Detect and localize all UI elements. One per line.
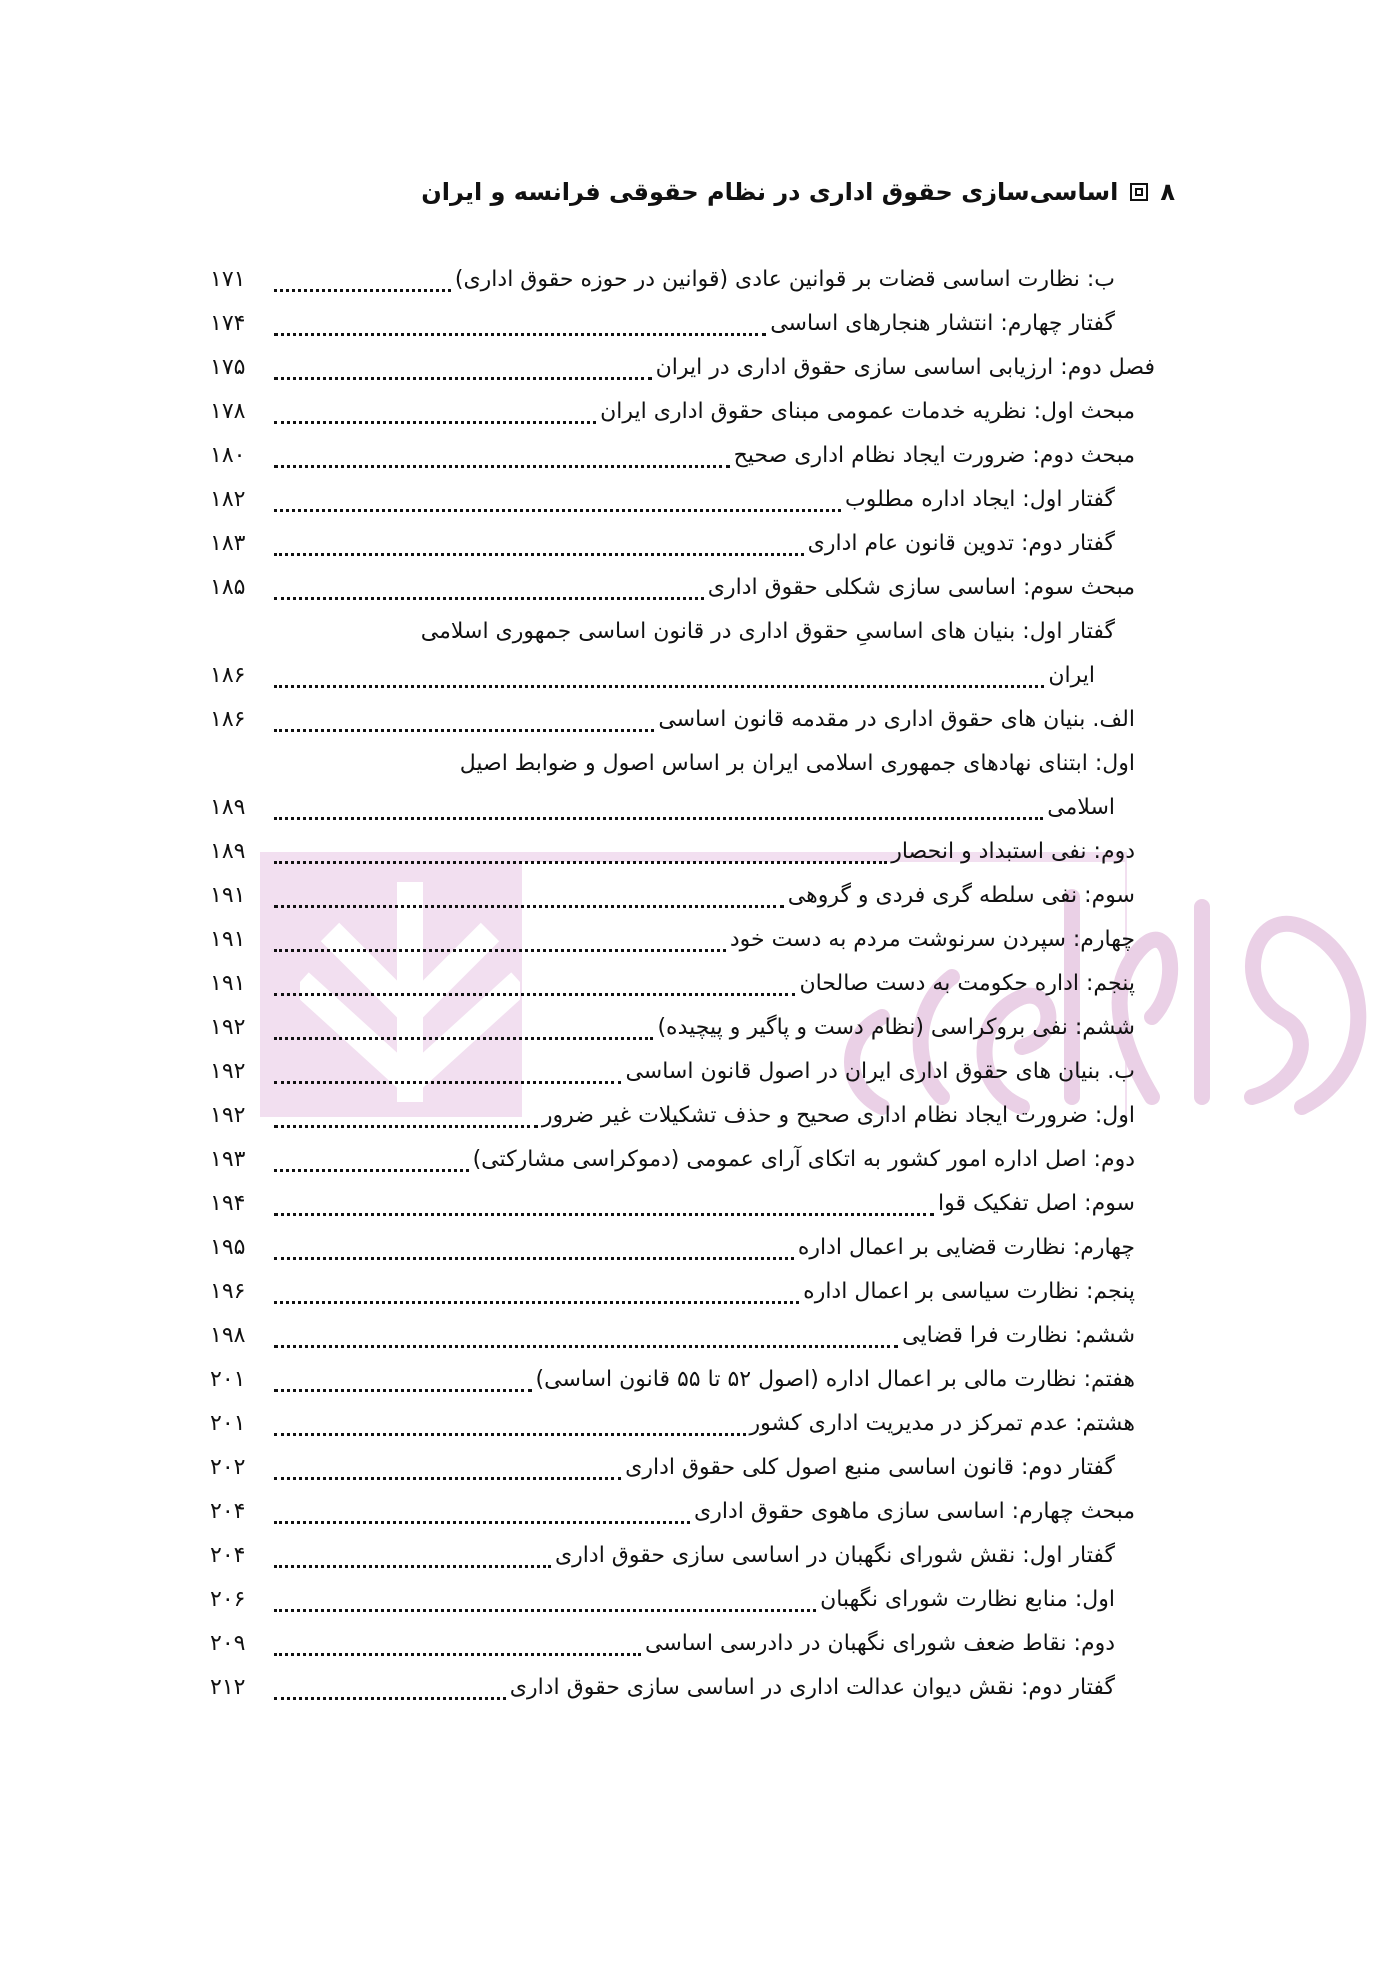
toc-page-number: ۱۸۵ — [210, 575, 246, 600]
toc-entry[interactable] — [210, 478, 1155, 522]
toc-entry[interactable] — [210, 302, 1155, 346]
toc-entry-title: اول: منابع نظارت شورای نگهبان — [820, 1587, 1115, 1612]
dot-leader — [274, 508, 841, 512]
toc-entry[interactable] — [210, 962, 1155, 1006]
toc-entry[interactable] — [210, 786, 1155, 830]
dot-leader — [274, 1520, 690, 1524]
toc-page-number: ۱۹۸ — [210, 1323, 246, 1348]
toc-page-number: ۱۹۲ — [210, 1059, 246, 1084]
toc-entry-title: سوم: نفی سلطه گری فردی و گروهی — [787, 883, 1135, 908]
dot-leader — [274, 904, 784, 908]
dot-leader — [274, 1388, 532, 1392]
toc-page-number: ۱۹۲ — [210, 1103, 246, 1128]
dot-leader — [274, 464, 730, 468]
toc-page-number: ۱۷۱ — [210, 267, 246, 292]
dot-leader — [274, 420, 596, 424]
dot-leader — [274, 1696, 506, 1700]
toc-entry-title: گفتار اول: ایجاد اداره مطلوب — [845, 487, 1115, 512]
dot-leader — [274, 1256, 794, 1260]
toc-page-number: ۱۹۱ — [210, 883, 246, 908]
toc-entry-title: ب: نظارت اساسی قضات بر قوانین عادی (قوانین در حوزه حقوق اداری) — [454, 267, 1115, 292]
dot-leader — [274, 332, 766, 336]
toc-page-number: ۲۰۶ — [210, 1587, 246, 1612]
toc-entry[interactable] — [210, 1270, 1155, 1314]
dot-leader — [274, 1080, 621, 1084]
toc-page-number: ۱۹۶ — [210, 1279, 246, 1304]
dot-leader — [274, 1168, 469, 1172]
toc-entry-title: مبحث اول: نظریه خدمات عمومی مبنای حقوق اداری ایران — [600, 399, 1135, 424]
toc-entry-title: مبحث سوم: اساسی سازی شکلی حقوق اداری — [707, 575, 1135, 600]
toc-entry-title: مبحث دوم: ضرورت ایجاد نظام اداری صحیح — [733, 443, 1135, 468]
toc-entry[interactable] — [210, 522, 1155, 566]
dot-leader — [274, 816, 1043, 820]
dot-leader — [274, 1344, 898, 1348]
book-title: اساسی‌سازی حقوق اداری در نظام حقوقی فرانسه و ایران — [421, 178, 1119, 206]
toc-entry[interactable] — [210, 346, 1155, 390]
toc-entry-title: الف. بنیان های حقوق اداری در مقدمه قانون اساسی — [658, 707, 1135, 732]
toc-page-number: ۱۸۶ — [210, 707, 246, 732]
toc-entry-title: فصل دوم: ارزیابی اساسی سازی حقوق اداری در ایران — [655, 355, 1155, 380]
toc-page-number: ۱۹۵ — [210, 1235, 246, 1260]
toc-page-number: ۱۸۲ — [210, 487, 246, 512]
dot-leader — [274, 1036, 653, 1040]
toc-entry-first-line[interactable] — [210, 610, 1155, 654]
toc-entry-first-line[interactable] — [210, 742, 1155, 786]
toc-page-number: ۱۸۰ — [210, 443, 246, 468]
toc-entry-title: دوم: نفی استبداد و انحصار — [891, 839, 1135, 864]
toc-page-number: ۲۰۴ — [210, 1499, 246, 1524]
toc-entry-title: گفتار اول: بنیان های اساسیِ حقوق اداری در قانون اساسی جمهوری اسلامی — [420, 619, 1115, 644]
dot-leader — [274, 1432, 746, 1436]
toc-page-number: ۲۰۱ — [210, 1411, 246, 1436]
toc-entry[interactable] — [210, 1006, 1155, 1050]
toc-entry[interactable] — [210, 1402, 1155, 1446]
toc-entry[interactable] — [210, 1226, 1155, 1270]
dot-leader — [274, 1212, 934, 1216]
toc-entry[interactable] — [210, 1534, 1155, 1578]
toc-entry[interactable] — [210, 654, 1155, 698]
toc-entry-title: ب. بنیان های حقوق اداری ایران در اصول قانون اساسی — [625, 1059, 1135, 1084]
toc-entry[interactable] — [210, 698, 1155, 742]
toc-entry[interactable] — [210, 1622, 1155, 1666]
toc-entry[interactable] — [210, 830, 1155, 874]
toc-entry[interactable] — [210, 1446, 1155, 1490]
dot-leader — [274, 992, 795, 996]
toc-page-number: ۱۸۹ — [210, 839, 246, 864]
toc-entry[interactable] — [210, 1666, 1155, 1710]
dot-leader — [274, 684, 1044, 688]
dot-leader — [274, 860, 887, 864]
toc-entry[interactable] — [210, 1490, 1155, 1534]
toc-entry-continuation: اسلامی — [1047, 795, 1115, 820]
toc-entry-title: چهارم: نظارت قضایی بر اعمال اداره — [797, 1235, 1135, 1260]
toc-page-number: ۲۱۲ — [210, 1675, 246, 1700]
dot-leader — [274, 288, 451, 292]
toc-entry[interactable] — [210, 1050, 1155, 1094]
toc-entry-title: چهارم: سپردن سرنوشت مردم به دست خود — [729, 927, 1135, 952]
toc-page-number: ۲۰۴ — [210, 1543, 246, 1568]
dot-leader — [274, 1124, 538, 1128]
dot-leader — [274, 948, 726, 952]
toc-entry[interactable] — [210, 258, 1155, 302]
dot-leader — [274, 1300, 799, 1304]
toc-entry-title: پنجم: اداره حکومت به دست صالحان — [799, 971, 1135, 996]
toc-page-number: ۱۸۳ — [210, 531, 246, 556]
toc-page-number: ۱۷۵ — [210, 355, 246, 380]
dot-leader — [274, 552, 804, 556]
toc-entry[interactable] — [210, 1578, 1155, 1622]
toc-entry-title: ششم: نفی بروکراسی (نظام دست و پاگیر و پیچیده) — [657, 1015, 1135, 1040]
toc-page-number: ۱۹۳ — [210, 1147, 246, 1172]
toc-entry-continuation: ایران — [1048, 663, 1095, 688]
page-number: ۸ — [1160, 178, 1175, 206]
toc-page-number: ۱۸۹ — [210, 795, 246, 820]
toc-entry-title: مبحث چهارم: اساسی سازی ماهوی حقوق اداری — [694, 1499, 1135, 1524]
dot-leader — [274, 1564, 551, 1568]
toc-entry-title: گفتار دوم: قانون اساسی منبع اصول کلی حقوق اداری — [625, 1455, 1115, 1480]
dot-leader — [274, 376, 652, 380]
dot-leader — [274, 1608, 816, 1612]
toc-entry-title: ششم: نظارت فرا قضایی — [902, 1323, 1135, 1348]
dot-leader — [274, 728, 654, 732]
toc-page-number: ۱۹۱ — [210, 927, 246, 952]
toc-entry-title: گفتار اول: نقش شورای نگهبان در اساسی سازی حقوق اداری — [554, 1543, 1115, 1568]
toc-entry-title: اول: ضرورت ایجاد نظام اداری صحیح و حذف تشکیلات غیر ضرور — [541, 1103, 1135, 1128]
toc-entry-title: پنجم: نظارت سیاسی بر اعمال اداره — [803, 1279, 1135, 1304]
toc-entry[interactable] — [210, 566, 1155, 610]
toc-page-number: ۲۰۲ — [210, 1455, 246, 1480]
toc-entry-title: هفتم: نظارت مالی بر اعمال اداره (اصول ۵۲ تا ۵۵ قانون اساسی) — [535, 1367, 1135, 1392]
table-of-contents — [210, 258, 1155, 1710]
running-head — [421, 178, 1175, 206]
dot-leader — [274, 596, 704, 600]
nested-square-ornament-icon — [1130, 183, 1148, 201]
toc-entry[interactable] — [210, 1094, 1155, 1138]
toc-page-number: ۱۹۴ — [210, 1191, 246, 1216]
toc-page-number: ۱۹۱ — [210, 971, 246, 996]
toc-entry-title: گفتار دوم: تدوین قانون عام اداری — [807, 531, 1115, 556]
toc-entry-title: اول: ابتنای نهادهای جمهوری اسلامی ایران بر اساس اصول و ضوابط اصیل — [459, 751, 1135, 776]
toc-page-number: ۲۰۱ — [210, 1367, 246, 1392]
toc-entry-title: هشتم: عدم تمرکز در مدیریت اداری کشور — [749, 1411, 1135, 1436]
toc-page-number: ۱۹۲ — [210, 1015, 246, 1040]
toc-page-number: ۲۰۹ — [210, 1631, 246, 1656]
toc-entry-title: گفتار چهارم: انتشار هنجارهای اساسی — [770, 311, 1115, 336]
toc-entry[interactable] — [210, 1138, 1155, 1182]
toc-entry-title: دوم: نقاط ضعف شورای نگهبان در دادرسی اساسی — [645, 1631, 1115, 1656]
toc-entry[interactable] — [210, 434, 1155, 478]
toc-page-number: ۱۸۶ — [210, 663, 246, 688]
dot-leader — [274, 1476, 621, 1480]
toc-entry[interactable] — [210, 390, 1155, 434]
toc-entry[interactable] — [210, 1182, 1155, 1226]
toc-entry[interactable] — [210, 874, 1155, 918]
toc-entry-title: گفتار دوم: نقش دیوان عدالت اداری در اساسی سازی حقوق اداری — [509, 1675, 1115, 1700]
toc-entry-title: سوم: اصل تفکیک قوا — [938, 1191, 1135, 1216]
dot-leader — [274, 1652, 641, 1656]
toc-page-number: ۱۷۴ — [210, 311, 246, 336]
toc-page-number: ۱۷۸ — [210, 399, 246, 424]
toc-entry-title: دوم: اصل اداره امور کشور به اتکای آرای عمومی (دموکراسی مشارکتی) — [472, 1147, 1135, 1172]
toc-entry[interactable] — [210, 1358, 1155, 1402]
toc-entry[interactable] — [210, 1314, 1155, 1358]
toc-entry[interactable] — [210, 918, 1155, 962]
